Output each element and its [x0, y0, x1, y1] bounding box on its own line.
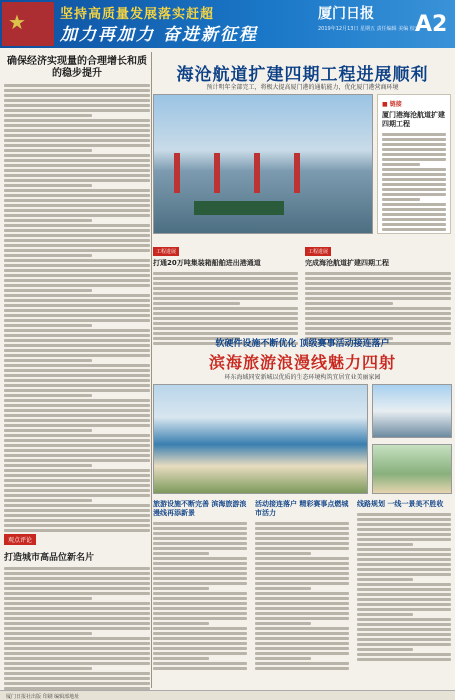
sub-head: 完成海沧航道扩建四期工程: [305, 259, 389, 267]
newspaper-logo: 厦门日报: [318, 6, 374, 22]
bottom-text: [255, 522, 349, 670]
link-sidebar: [377, 94, 451, 234]
park-photo: [372, 444, 452, 494]
tram-photo: [372, 384, 452, 438]
bottom-head: 活动接连落户 精彩赛事点燃城市活力: [255, 500, 349, 517]
bottom-article: [255, 500, 349, 680]
second-kicker: 软硬件设施不断优化 顶级赛事活动接连落户: [215, 339, 390, 349]
link-head: 厦门港海沧航道扩建四期工程: [382, 111, 445, 128]
page-footer: 厦门日报社出版 印刷 编辑部地址: [0, 690, 455, 700]
sub-text: [305, 272, 451, 345]
issue-meta: 2019年12月13日 星期五 责任编辑 美编 校对: [318, 26, 420, 32]
link-text: [382, 133, 446, 231]
second-headline: 滨海旅游浪漫线魅力四射: [208, 353, 396, 372]
slogan-main: 加力再加力 奋进新征程: [60, 25, 258, 45]
bottom-text: [357, 513, 451, 661]
left-headline: 确保经济实现量的合理增长和质的稳步提升: [7, 56, 147, 79]
bottom-article: [357, 500, 451, 680]
sub-articles: [153, 238, 451, 333]
bottom-head: 旅游设施不断完善 滨海旅游浪漫线再添新景: [153, 500, 247, 517]
link-label: ■ 链接: [382, 101, 402, 108]
sub-head: 打通20万吨集装箱船舶进出港通道: [153, 259, 261, 267]
main-headline: 海沧航道扩建四期工程进展顺利: [176, 65, 429, 85]
bottom-article: [153, 500, 247, 680]
left-bottom-title: 打造城市高品位新名片: [4, 553, 95, 563]
party-emblem-icon: ★: [2, 2, 54, 46]
sub-badge: 工程进展: [153, 247, 179, 256]
bottom-head: 线路规划 一线一景美不胜收: [357, 500, 444, 508]
left-bottom-article: [4, 527, 150, 697]
second-subheadline: 环东海域同安新城以优质的生态环境构筑宜居宜业美丽家园: [224, 374, 381, 381]
sub-article: [305, 238, 451, 333]
sub-article: [153, 238, 298, 333]
section-tag: 观点评论: [4, 534, 36, 545]
masthead: [0, 0, 455, 48]
sub-text: [153, 272, 298, 345]
port-photo: [153, 94, 373, 234]
sub-badge: 工程进展: [305, 247, 331, 256]
main-subheadline: 预计明年全部完工，将极大提高厦门港的通航能力，优化厦门港营商环境: [206, 84, 399, 91]
slogan-top: 坚持高质量发展落实赶超: [60, 7, 215, 22]
bottom-articles: [153, 500, 451, 680]
page-number: A2: [415, 12, 448, 37]
coastline-photo: [153, 384, 368, 494]
bottom-text: [153, 522, 247, 670]
left-bottom-text: [4, 567, 150, 695]
left-body-text: [4, 84, 150, 532]
